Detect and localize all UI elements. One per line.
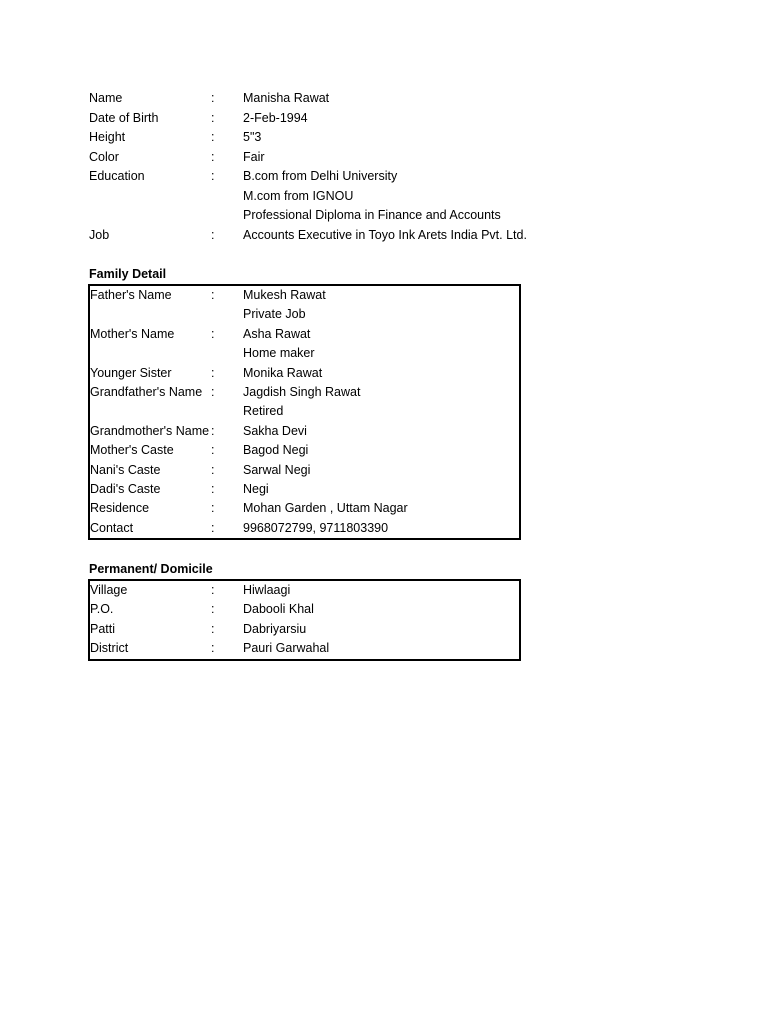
detail-colon: : [211, 227, 215, 242]
family-colon [211, 305, 243, 324]
permanent-label: Village [90, 583, 128, 598]
family-section-title: Family Detail [89, 266, 167, 281]
detail-value: Professional Diploma in Finance and Accounts [243, 208, 501, 222]
permanent-value: Dabooli Khal [243, 602, 314, 617]
family-label: Dadi's Caste [90, 481, 161, 496]
detail-row [89, 128, 522, 148]
family-colon: : [211, 384, 215, 399]
detail-label: Education [89, 169, 145, 183]
detail-value: M.com from IGNOU [243, 188, 354, 203]
family-row [90, 364, 519, 383]
permanent-colon: : [211, 641, 215, 656]
permanent-section-title: Permanent/ Domicile [89, 561, 213, 576]
family-colon: : [211, 423, 215, 438]
family-label: Grandmother's Name [90, 423, 210, 438]
permanent-label: District [90, 641, 129, 656]
detail-value: Fair [243, 149, 265, 164]
permanent-row [90, 600, 519, 619]
spacer [89, 245, 522, 265]
personal-details [89, 89, 527, 245]
family-colon: : [211, 326, 215, 341]
spacer [89, 540, 522, 560]
family-row [90, 480, 519, 499]
detail-colon: : [211, 130, 215, 144]
family-row [90, 519, 519, 538]
family-value: Sakha Devi [243, 423, 307, 438]
detail-row [89, 109, 522, 129]
family-label [90, 402, 211, 421]
family-value: Private Job [243, 307, 306, 322]
detail-row [89, 226, 527, 246]
detail-label [89, 187, 211, 207]
family-value: Monika Rawat [243, 365, 323, 380]
family-row [90, 402, 519, 421]
family-row [90, 461, 519, 480]
family-colon: : [211, 365, 215, 380]
biodata-sheet [89, 89, 527, 661]
family-value: Jagdish Singh Rawat [243, 384, 361, 399]
detail-colon: : [211, 169, 215, 183]
family-colon: : [211, 462, 215, 477]
family-label [90, 305, 211, 324]
family-value: Home maker [243, 346, 315, 361]
detail-colon: : [211, 110, 215, 125]
family-row [90, 344, 519, 363]
family-colon: : [211, 501, 215, 516]
permanent-colon: : [211, 621, 215, 636]
detail-colon [211, 187, 243, 207]
detail-label: Height [89, 130, 126, 144]
permanent-row [90, 581, 519, 600]
family-row [90, 383, 519, 402]
family-label: Grandfather's Name [90, 384, 203, 399]
family-colon [211, 344, 243, 363]
family-colon: : [211, 520, 215, 535]
family-row [90, 286, 519, 305]
family-value: Negi [243, 481, 269, 496]
family-value: Bagod Negi [243, 443, 309, 458]
family-value: Retired [243, 404, 284, 419]
detail-label: Job [89, 227, 110, 242]
permanent-value: Dabriyarsiu [243, 621, 307, 636]
permanent-colon: : [211, 583, 215, 598]
permanent-detail-box [88, 579, 521, 661]
detail-value: 5"3 [243, 130, 262, 144]
detail-row [89, 187, 522, 207]
family-row [90, 441, 519, 460]
family-row [90, 305, 519, 324]
detail-row [89, 89, 522, 109]
detail-row [89, 148, 522, 168]
detail-value: 2-Feb-1994 [243, 110, 308, 125]
family-value: Mohan Garden , Uttam Nagar [243, 501, 408, 516]
family-value: Sarwal Negi [243, 462, 311, 477]
family-value: Asha Rawat [243, 326, 311, 341]
detail-value: Manisha Rawat [243, 91, 330, 105]
detail-row [89, 167, 522, 187]
family-row [90, 499, 519, 518]
permanent-label: Patti [90, 621, 116, 636]
family-value: 9968072799, 9711803390 [243, 520, 389, 535]
family-colon: : [211, 443, 215, 458]
family-label: Residence [90, 501, 150, 516]
permanent-label: P.O. [90, 602, 114, 617]
family-label: Nani's Caste [90, 462, 161, 477]
family-label: Father's Name [90, 288, 172, 302]
family-label: Contact [90, 520, 134, 535]
detail-colon [211, 206, 243, 226]
permanent-row [90, 639, 519, 658]
family-label: Mother's Caste [90, 443, 174, 458]
family-row [90, 422, 519, 441]
family-detail-box [88, 284, 521, 540]
detail-value: B.com from Delhi University [243, 169, 398, 183]
family-colon: : [211, 288, 215, 302]
family-colon [211, 402, 243, 421]
family-label: Younger Sister [90, 365, 172, 380]
detail-label: Name [89, 91, 123, 105]
permanent-colon: : [211, 602, 215, 617]
detail-value: Accounts Executive in Toyo Ink Arets India Pvt. Ltd. [243, 227, 527, 242]
family-label [90, 344, 211, 363]
family-row [90, 325, 519, 344]
family-colon: : [211, 481, 215, 496]
permanent-value: Pauri Garwahal [243, 641, 330, 656]
detail-label: Date of Birth [89, 110, 159, 125]
family-label: Mother's Name [90, 326, 175, 341]
detail-row [89, 206, 522, 226]
family-value: Mukesh Rawat [243, 288, 326, 302]
permanent-value: Hiwlaagi [243, 583, 291, 598]
permanent-row [90, 620, 519, 639]
detail-colon: : [211, 91, 215, 105]
detail-colon: : [211, 149, 215, 164]
detail-label [89, 206, 211, 226]
detail-label: Color [89, 149, 119, 164]
